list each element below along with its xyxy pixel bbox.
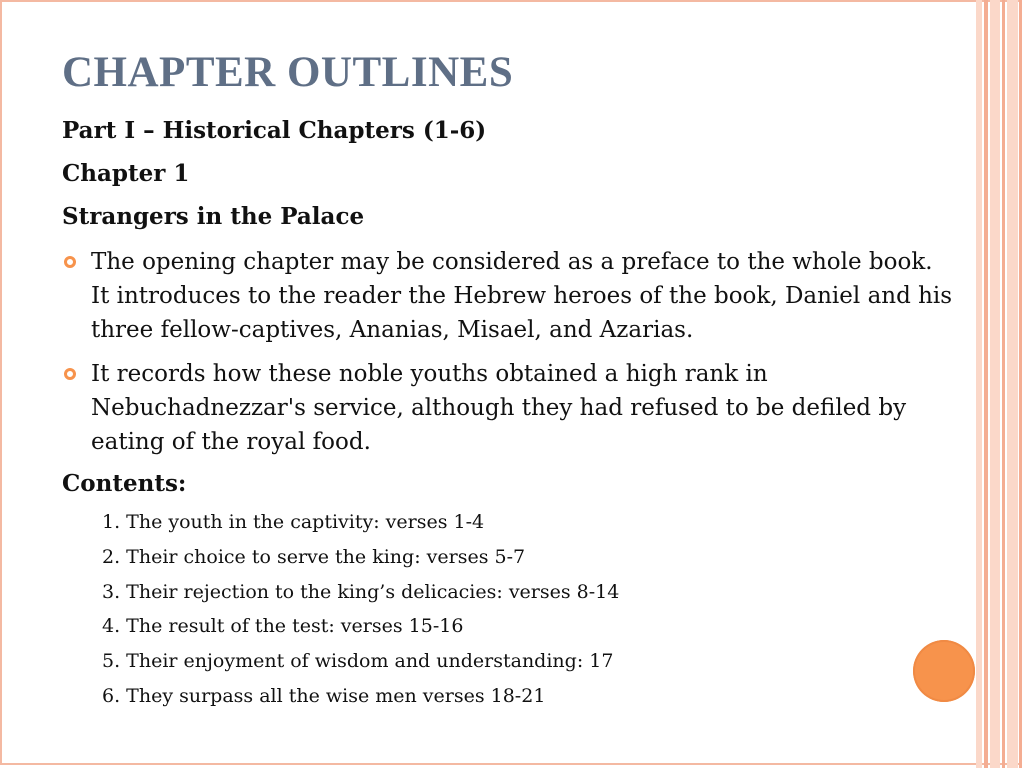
right-edge-stripe: [1019, 0, 1022, 768]
contents-item: 6. They surpass all the wise men verses 18-21: [102, 684, 546, 707]
right-edge-stripe: [1007, 0, 1018, 768]
right-edge-stripe: [990, 0, 1000, 768]
right-edge-stripe: [976, 0, 982, 768]
bullet-item: [62, 245, 957, 347]
chapter-heading: Chapter 1: [62, 160, 190, 187]
right-edge-stripe: [1002, 0, 1005, 768]
contents-item: 1. The youth in the captivity: verses 1-4: [102, 511, 485, 533]
contents-list: [62, 505, 957, 714]
bullet-ring-icon: [64, 368, 76, 380]
bullet-item: [62, 357, 957, 459]
contents-item: 4. The result of the test: verses 15-16: [102, 615, 464, 638]
right-edge-stripe: [984, 0, 988, 768]
slide-content: [62, 116, 957, 714]
bullet-text: It records how these noble youths obtained a high rank in Nebuchadnezzar's service, although they had refused to be defiled by eating of the royal food.: [91, 361, 907, 455]
bullet-ring-icon: [64, 256, 76, 268]
contents-heading: Contents:: [62, 470, 187, 497]
contents-item: 5. Their enjoyment of wisdom and understanding: 17: [102, 650, 614, 673]
slide-title: CHAPTER OUTLINES: [62, 49, 514, 96]
chapter-title: Strangers in the Palace: [62, 203, 365, 230]
part-heading: Part I – Historical Chapters (1-6): [62, 117, 487, 144]
contents-item: 2. Their choice to serve the king: verses 5-7: [102, 545, 526, 568]
bullet-text: The opening chapter may be considered as a preface to the whole book. It introduces to the reader the Hebrew heroes of the book, Daniel and his three fellow-captives, Ananias, Misael, and Azarias.: [91, 249, 953, 343]
contents-item: 3. Their rejection to the king’s delicacies: verses 8-14: [102, 580, 620, 603]
